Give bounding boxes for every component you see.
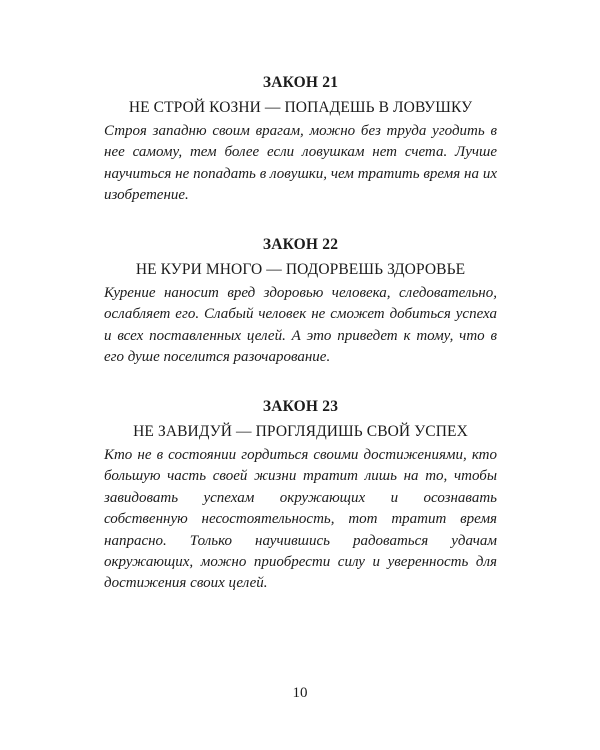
law-number: ЗАКОН 21 xyxy=(262,74,339,91)
law-title: НЕ СТРОЙ КОЗНИ — ПОПАДЕШЬ В ЛОВУШКУ xyxy=(128,99,473,116)
law-title: НЕ ЗАВИДУЙ — ПРОГЛЯДИШЬ СВОЙ УСПЕХ xyxy=(133,423,468,440)
law-section-23 xyxy=(104,396,497,595)
law-section-21 xyxy=(104,72,497,207)
law-text: Строя западню своим врагам, можно без труда угодить в нее самому, тем более если ловушкам нет счета. Лучше научиться не попадать в ловушки, чем тратить время на их изобретение. xyxy=(104,123,497,204)
law-text: Кто не в состоянии гордиться своими достижениями, кто большую часть своей жизни тратит лишь на то, чтобы завидовать успехам окружающих и осознавать собственную несостоятельность, тот тратит время напрасно. Только научившись радоваться удачам окружающих, можно приобрести силу и уверенность для достижения своих целей. xyxy=(104,447,497,592)
law-number: ЗАКОН 22 xyxy=(262,236,339,253)
law-text: Курение наносит вред здоровью человека, следовательно, ослабляет его. Слабый человек не сможет добиться успеха и всех поставленных целей. А это приведет к тому, что в его душе поселится разочарование. xyxy=(104,285,497,366)
page-number: 10 xyxy=(292,685,308,701)
law-title: НЕ КУРИ МНОГО — ПОДОРВЕШЬ ЗДОРОВЬЕ xyxy=(135,261,466,278)
law-number: ЗАКОН 23 xyxy=(262,398,339,415)
law-section-22 xyxy=(104,234,497,369)
